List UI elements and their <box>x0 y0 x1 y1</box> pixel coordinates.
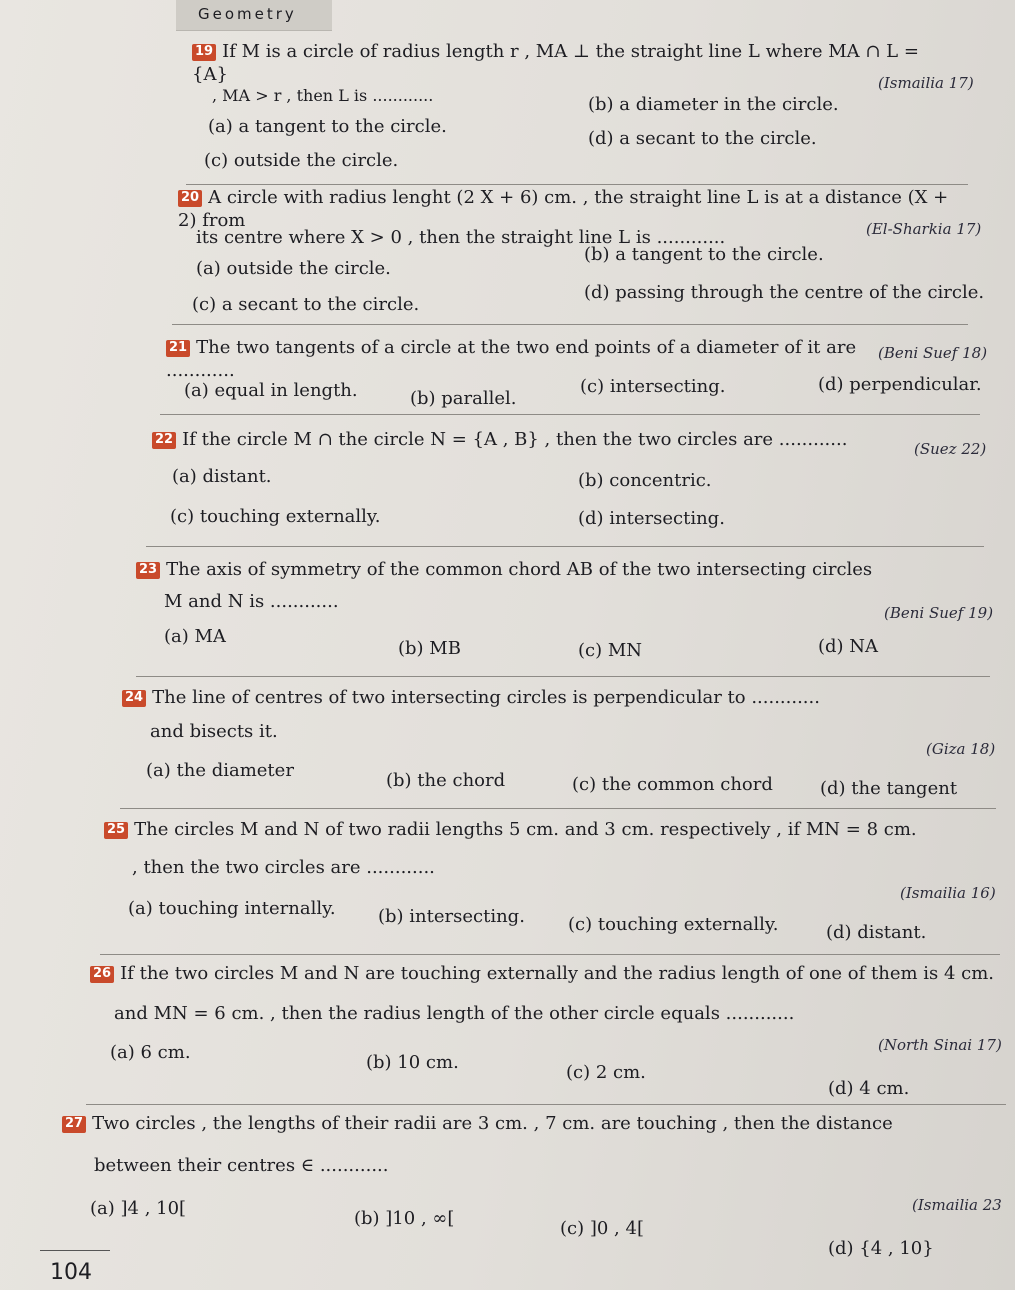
question-25-option-b[interactable]: (b) intersecting. <box>378 906 525 927</box>
question-24-option-a[interactable]: (a) the diameter <box>146 760 294 781</box>
question-26-option-b[interactable]: (b) 10 cm. <box>366 1052 459 1073</box>
question-19-stem <box>192 40 952 87</box>
question-23-option-a[interactable]: (a) MA <box>164 626 226 647</box>
question-27-line1: Two circles , the lengths of their radii are 3 cm. , 7 cm. are touching , then the distance <box>92 1113 893 1134</box>
question-24-option-c[interactable]: (c) the common chord <box>572 774 773 795</box>
question-22-option-a[interactable]: (a) distant. <box>172 466 272 487</box>
question-26-line1: If the two circles M and N are touching externally and the radius length of one of them is 4 cm. <box>120 963 995 984</box>
question-23-number: 23 <box>136 562 160 579</box>
separator-line <box>136 676 990 677</box>
question-22-line1: If the circle M ∩ the circle N = {A , B} , then the two circles are ............ <box>182 429 848 450</box>
question-27-option-b[interactable]: (b) ]10 , ∞[ <box>354 1208 455 1229</box>
separator-line <box>100 954 1000 955</box>
question-26-option-c[interactable]: (c) 2 cm. <box>566 1062 646 1083</box>
question-25-source: (Ismailia 16) <box>900 884 996 902</box>
question-19-option-d[interactable]: (d) a secant to the circle. <box>588 128 817 149</box>
question-21-option-c[interactable]: (c) intersecting. <box>580 376 726 397</box>
question-23-option-d[interactable]: (d) NA <box>818 636 879 657</box>
question-23-source: (Beni Suef 19) <box>884 604 994 622</box>
question-26-option-a[interactable]: (a) 6 cm. <box>110 1042 191 1063</box>
question-26-source: (North Sinai 17) <box>878 1036 1002 1054</box>
question-25-stem <box>104 818 984 841</box>
question-19-source: (Ismailia 17) <box>878 74 974 92</box>
page-number: 104 <box>50 1260 92 1285</box>
question-21-line1: The two tangents of a circle at the two end points of a diameter of it are ............ <box>166 337 857 382</box>
question-27-number: 27 <box>62 1116 86 1133</box>
question-26-line2: and MN = 6 cm. , then the radius length of the other circle equals ............ <box>114 1003 795 1024</box>
question-25-number: 25 <box>104 822 128 839</box>
question-26-option-d[interactable]: (d) 4 cm. <box>828 1078 910 1099</box>
question-25-line2: , then the two circles are ............ <box>132 857 435 878</box>
question-24-source: (Giza 18) <box>926 740 996 758</box>
question-23-option-c[interactable]: (c) MN <box>578 640 643 661</box>
separator-line <box>86 1104 1006 1105</box>
question-20-line2: its centre where X > 0 , then the straight line L is ............ <box>196 227 726 248</box>
question-24-stem <box>122 686 882 709</box>
question-23-line1: The axis of symmetry of the common chord AB of the two intersecting circles <box>166 559 873 580</box>
page-number-rule <box>40 1250 110 1251</box>
question-25-option-d[interactable]: (d) distant. <box>826 922 927 943</box>
question-21-option-d[interactable]: (d) perpendicular. <box>818 374 982 395</box>
question-22-option-c[interactable]: (c) touching externally. <box>170 506 381 527</box>
question-20-option-c[interactable]: (c) a secant to the circle. <box>192 294 420 315</box>
question-20-line1: A circle with radius lenght (2 X + 6) cm. , the straight line L is at a distance (X + 2) from <box>178 187 949 232</box>
question-21-stem <box>166 336 886 383</box>
question-22-source: (Suez 22) <box>914 440 987 458</box>
question-24-line1: The line of centres of two intersecting circles is perpendicular to ............ <box>152 687 820 708</box>
question-21-option-a[interactable]: (a) equal in length. <box>184 380 358 401</box>
question-27-option-d[interactable]: (d) {4 , 10} <box>828 1238 934 1259</box>
question-27-option-c[interactable]: (c) ]0 , 4[ <box>560 1218 644 1239</box>
question-25-option-c[interactable]: (c) touching externally. <box>568 914 779 935</box>
question-19-number: 19 <box>192 44 216 61</box>
question-25-line1: The circles M and N of two radii lengths 5 cm. and 3 cm. respectively , if MN = 8 cm. <box>134 819 917 840</box>
question-19-line2: , MA > r , then L is ............ <box>212 86 434 105</box>
question-25-option-a[interactable]: (a) touching internally. <box>128 898 336 919</box>
question-24-option-d[interactable]: (d) the tangent <box>820 778 958 799</box>
question-24-option-b[interactable]: (b) the chord <box>386 770 506 791</box>
question-26-stem <box>90 962 1000 985</box>
question-26-number: 26 <box>90 966 114 983</box>
question-27-source: (Ismailia 23 <box>912 1196 1002 1214</box>
question-24-line2: and bisects it. <box>150 721 278 742</box>
question-22-option-b[interactable]: (b) concentric. <box>578 470 712 491</box>
question-19-line1: If M is a circle of radius length r , MA ⊥ the straight line L where MA ∩ L = {A} <box>192 41 919 86</box>
question-23-stem <box>136 558 896 581</box>
question-23-line2: M and N is ............ <box>164 591 339 612</box>
question-19-option-c[interactable]: (c) outside the circle. <box>204 150 399 171</box>
question-19-option-a[interactable]: (a) a tangent to the circle. <box>208 116 447 137</box>
question-22-number: 22 <box>152 432 176 449</box>
question-21-source: (Beni Suef 18) <box>878 344 988 362</box>
question-22-option-d[interactable]: (d) intersecting. <box>578 508 725 529</box>
question-20-option-a[interactable]: (a) outside the circle. <box>196 258 391 279</box>
separator-line <box>172 324 968 325</box>
separator-line <box>160 414 980 415</box>
separator-line <box>146 546 984 547</box>
question-20-option-b[interactable]: (b) a tangent to the circle. <box>584 244 824 265</box>
separator-line <box>120 808 996 809</box>
question-19-option-b[interactable]: (b) a diameter in the circle. <box>588 94 839 115</box>
question-20-number: 20 <box>178 190 202 207</box>
question-24-number: 24 <box>122 690 146 707</box>
question-27-stem <box>62 1112 1002 1135</box>
chapter-title: Geometry <box>198 5 297 23</box>
question-20-source: (El-Sharkia 17) <box>866 220 982 238</box>
separator-line <box>186 184 968 185</box>
question-22-stem <box>152 428 872 451</box>
question-23-option-b[interactable]: (b) MB <box>398 638 461 659</box>
question-27-line2: between their centres ∈ ............ <box>94 1155 389 1176</box>
question-20-option-d[interactable]: (d) passing through the centre of the circle. <box>584 282 985 303</box>
question-27-option-a[interactable]: (a) ]4 , 10[ <box>90 1198 187 1219</box>
question-21-option-b[interactable]: (b) parallel. <box>410 388 517 409</box>
question-21-number: 21 <box>166 340 190 357</box>
